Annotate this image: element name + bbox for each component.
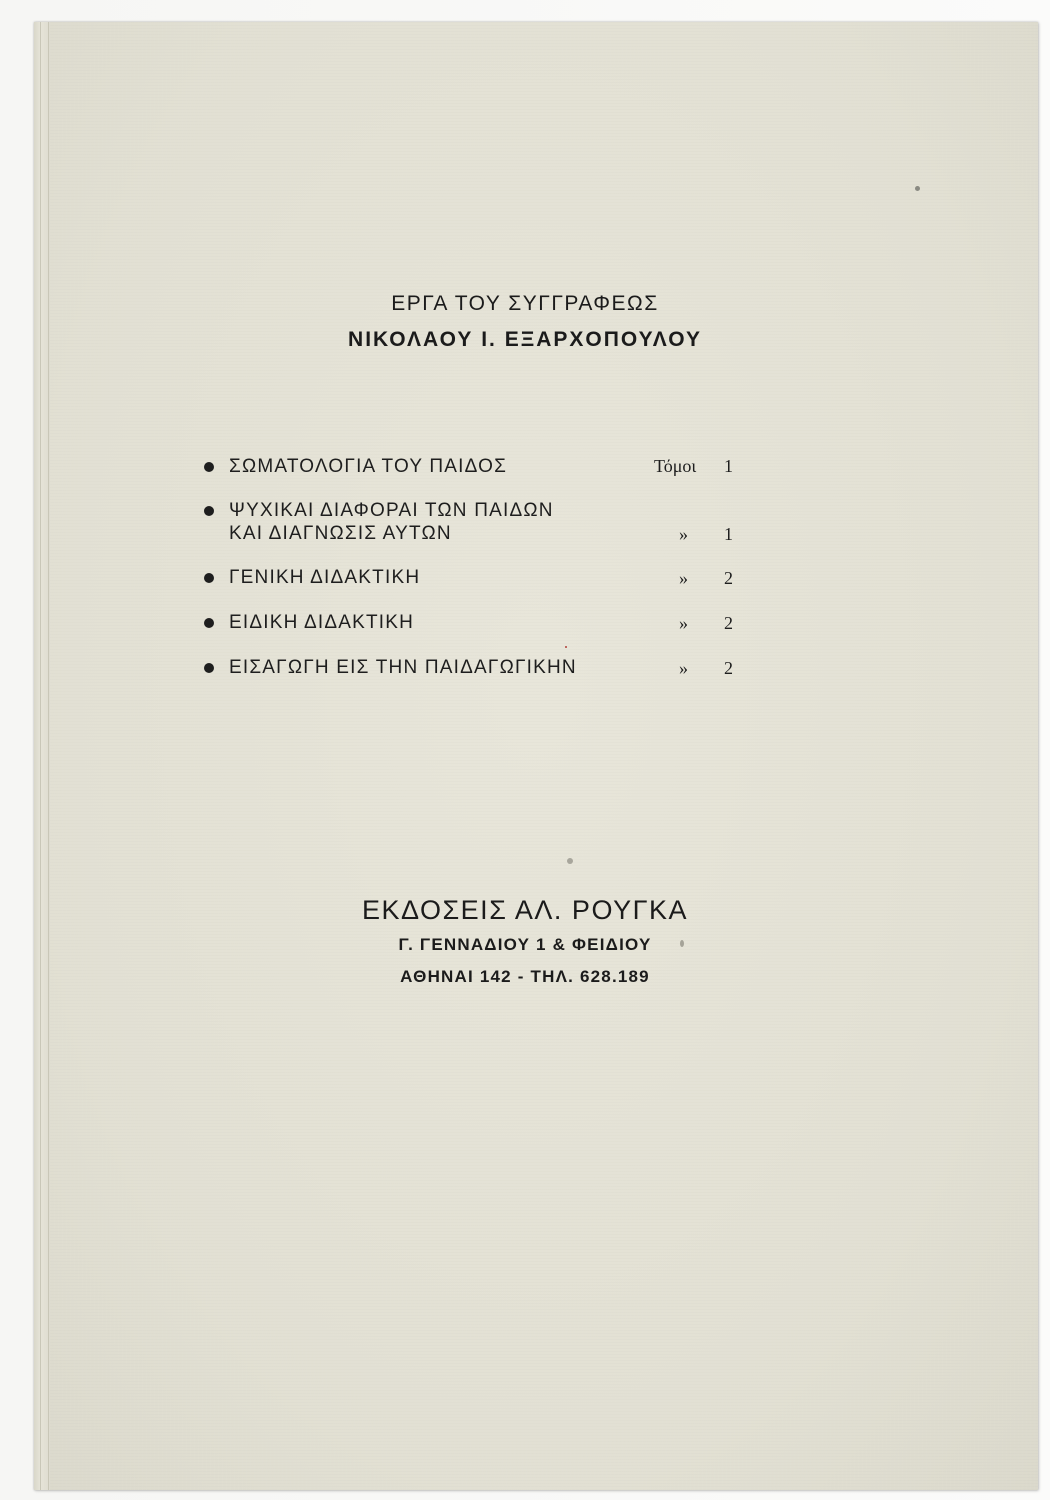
volumes-count: 1 [724, 524, 733, 544]
ditto-mark: » [679, 524, 688, 544]
work-title-line2: ΚΑΙ ΔΙΑΓΝΩΣΙΣ ΑΥΤΩΝ [229, 523, 452, 544]
work-title: ΕΙΣΑΓΩΓΗ ΕΙΣ ΤΗΝ ΠΑΙΔΑΓΩΓΙΚΗΝ [229, 657, 577, 678]
publisher-name: ΕΚΔΟΣΕΙΣ ΑΛ. ΡΟΥΓΚΑ [362, 895, 688, 925]
bullet-icon [204, 506, 214, 516]
bullet-icon [204, 663, 214, 673]
author-name: ΝΙΚΟΛΑΟΥ Ι. ΕΞΑΡΧΟΠΟΥΛΟΥ [348, 328, 702, 351]
work-title: ΕΙΔΙΚΗ ΔΙΔΑΚΤΙΚΗ [229, 612, 415, 633]
paper-speck [567, 858, 573, 864]
spine-crease-line [48, 22, 49, 1490]
volumes-count: 2 [724, 568, 733, 588]
bullet-icon [204, 618, 214, 628]
bullet-icon [204, 462, 214, 472]
list-item [0, 455, 1050, 481]
volumes-count: 2 [724, 613, 733, 633]
volumes-count: 2 [724, 658, 733, 678]
publisher-address: Γ. ΓΕΝΝΑΔΙΟΥ 1 & ΦΕΙΔΙΟΥ [398, 935, 652, 954]
list-item [0, 611, 1050, 637]
paper-speck [565, 646, 567, 648]
volumes-count: 1 [724, 456, 733, 476]
list-item [0, 566, 1050, 592]
ditto-mark: » [679, 568, 688, 588]
list-item [0, 499, 1050, 549]
list-item [0, 656, 1050, 682]
book-back-cover [34, 22, 1038, 1490]
spine-crease-line [40, 22, 41, 1490]
work-title: ΣΩΜΑΤΟΛΟΓΙΑ ΤΟΥ ΠΑΙΔΟΣ [229, 456, 508, 477]
work-title: ΓΕΝΙΚΗ ΔΙΔΑΚΤΙΚΗ [229, 567, 421, 588]
ditto-mark: » [679, 613, 688, 633]
paper-speck [915, 186, 920, 191]
work-title-line1: ΨΥΧΙΚΑΙ ΔΙΑΦΟΡΑΙ ΤΩΝ ΠΑΙΔΩΝ [229, 500, 554, 521]
works-heading: ΕΡΓΑ ΤΟΥ ΣΥΓΓΡΑΦΕΩΣ [391, 292, 659, 315]
bullet-icon [204, 573, 214, 583]
ditto-mark: » [679, 658, 688, 678]
publisher-city-phone: ΑΘΗΝΑΙ 142 - ΤΗΛ. 628.189 [400, 967, 650, 986]
volumes-unit: Τόμοι [654, 456, 697, 476]
